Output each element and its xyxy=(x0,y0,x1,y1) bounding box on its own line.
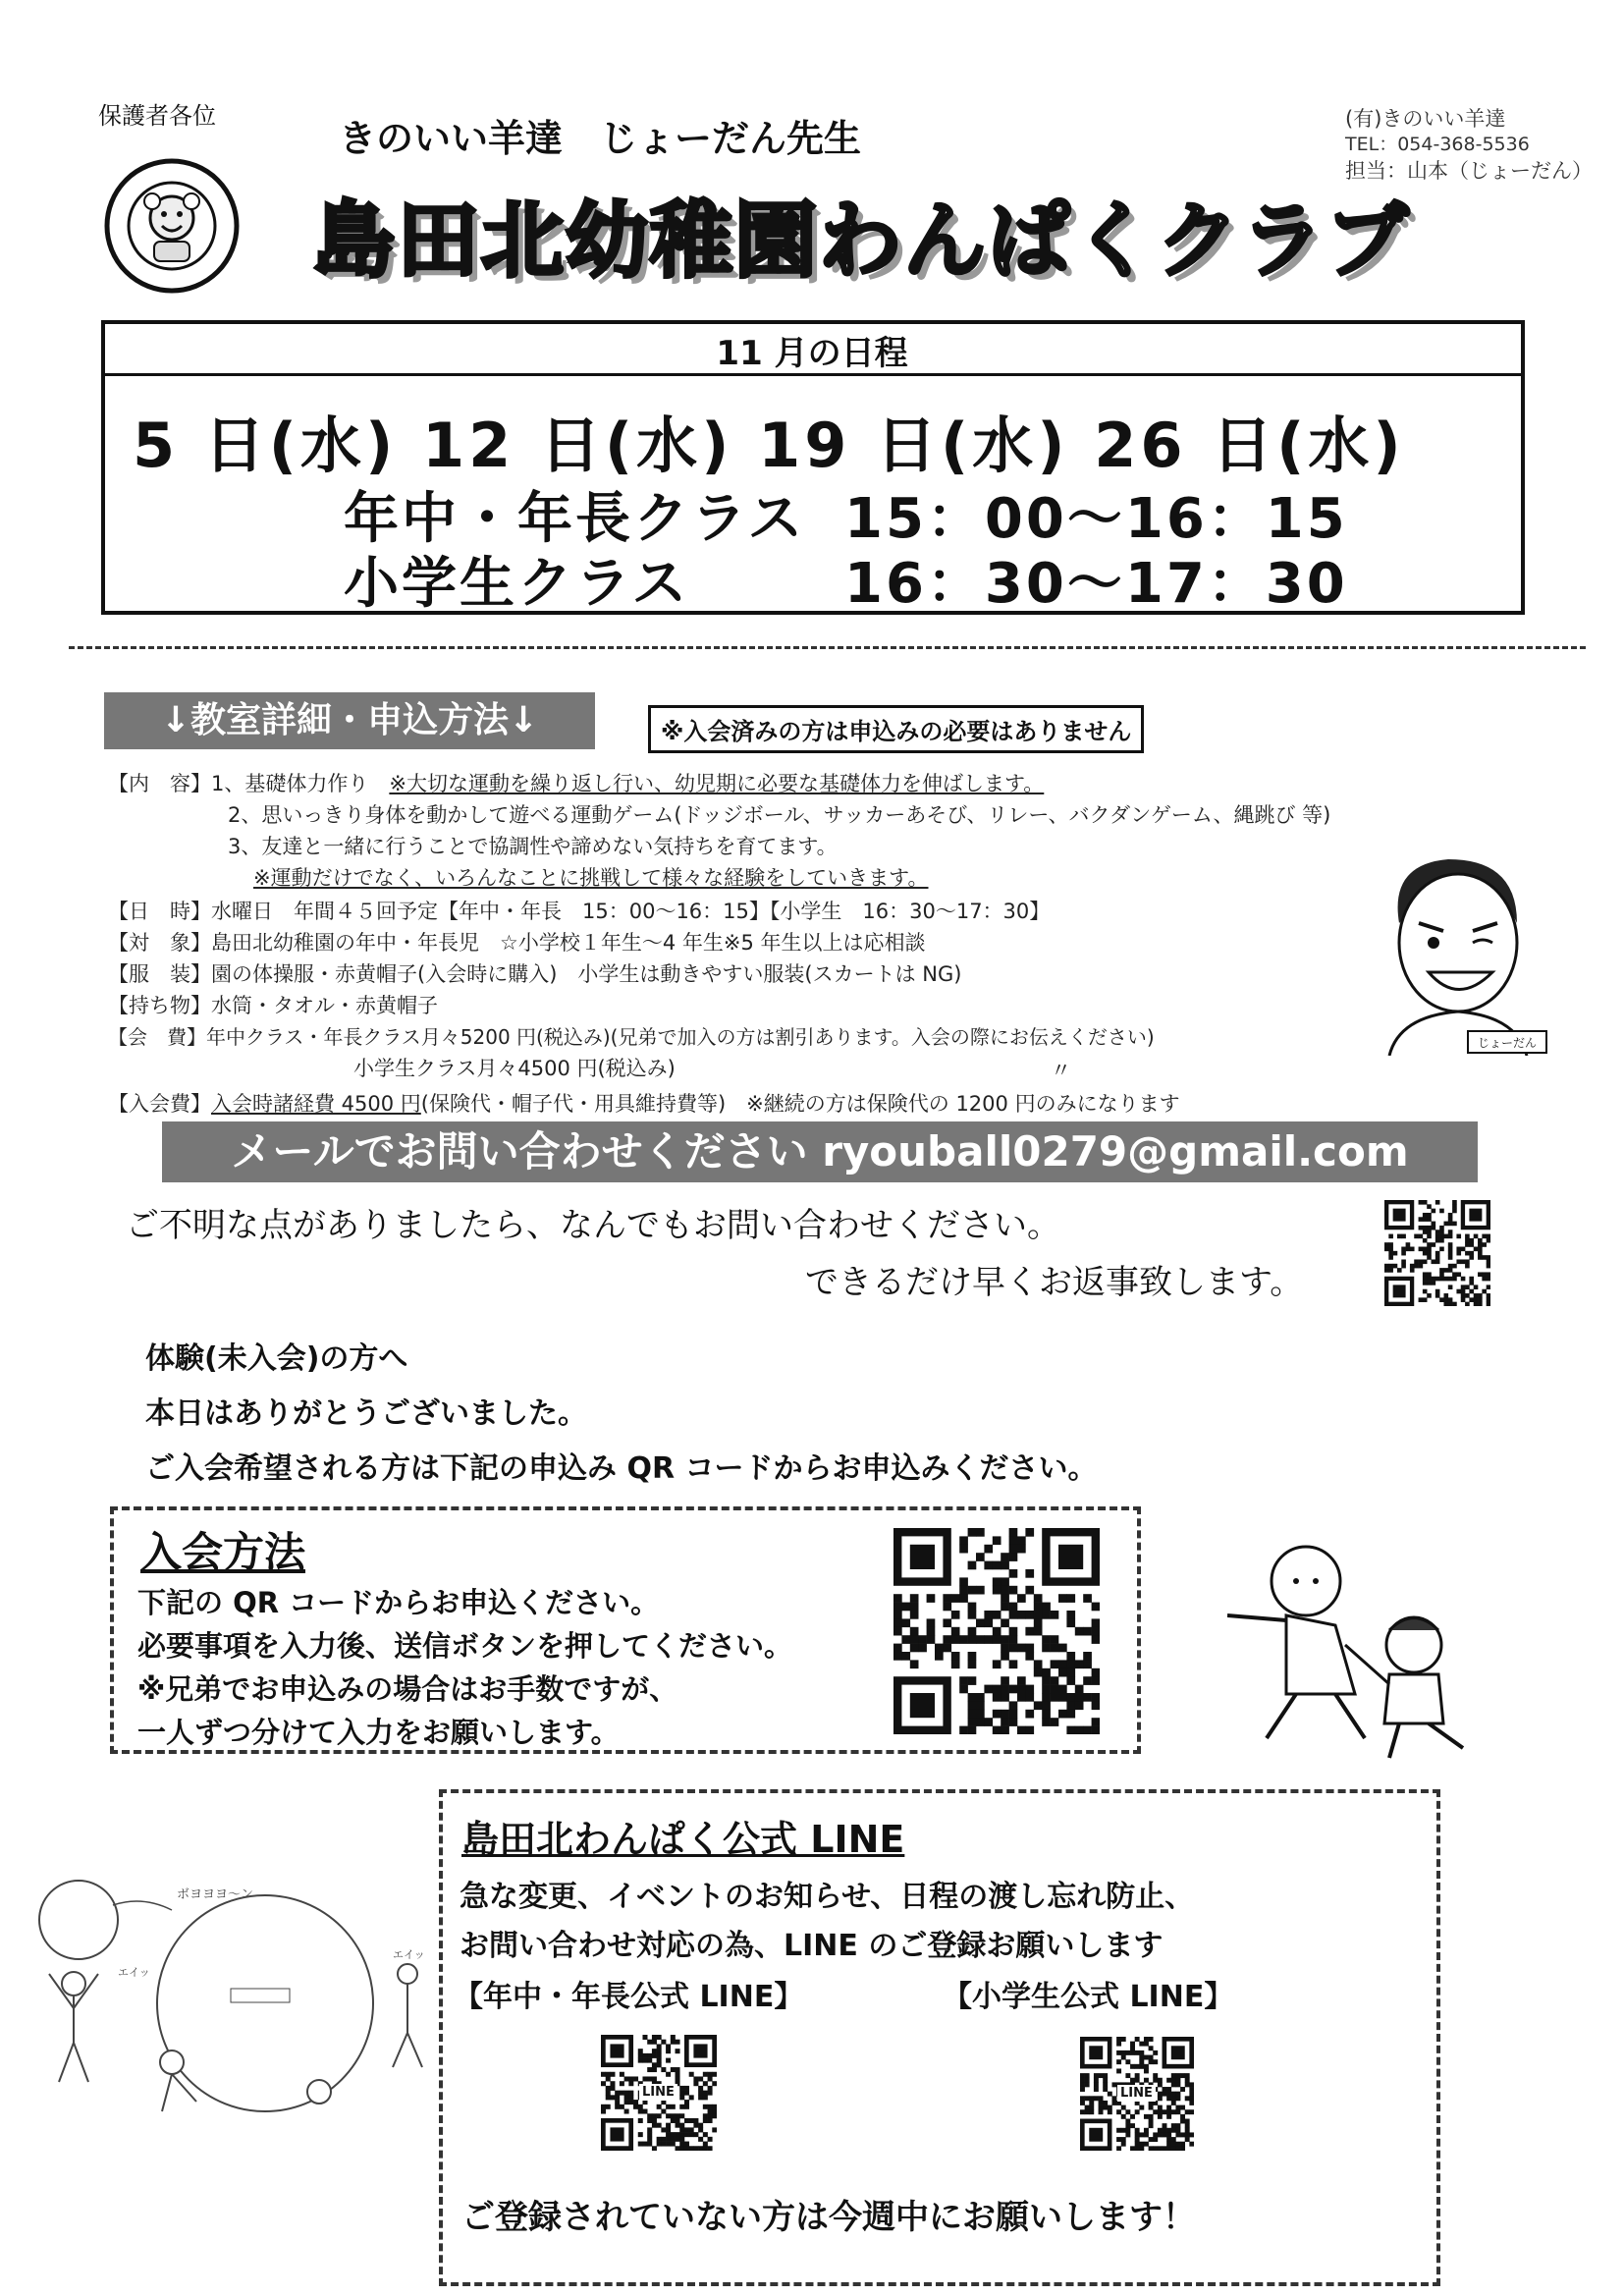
detail-join-fee xyxy=(108,1088,1180,1118)
qr-finder-pattern xyxy=(1393,1209,1406,1222)
qr-finder-pattern xyxy=(910,1693,935,1718)
contact-line-2: できるだけ早くお返事致します。 xyxy=(805,1263,1304,1302)
class1-time: 15：00～16：15 xyxy=(844,487,1348,551)
class1-name: 年中・年長クラス xyxy=(344,487,806,551)
detail-content-2: 2、思いっきり身体を動かして遊べる運動ゲーム(ドッジボール、サッカーあそび、リレー、バクダンゲーム、縄跳び 等) xyxy=(228,803,1331,827)
company-contact-person: 担当：山本（じょーだん） xyxy=(1345,159,1593,183)
contact-line-1: ご不明な点がありましたら、なんでもお問い合わせください。 xyxy=(126,1206,1060,1245)
details-section-title: ↓教室詳細・申込方法↓ xyxy=(104,692,595,749)
logo xyxy=(103,157,241,295)
trial-line-1: 体験(未入会)の方へ xyxy=(145,1341,408,1376)
join-method-title: 入会方法 xyxy=(140,1528,306,1576)
join-line-2: 必要事項を入力後、送信ボタンを押してください。 xyxy=(137,1629,793,1663)
line-label-kinder: 【年中・年長公式 LINE】 xyxy=(454,1980,804,2014)
detail-target: 【対 象】島田北幼稚園の年中・年長児 ☆小学校１年生～4 年生※5 年生以上は応相談 xyxy=(108,931,926,955)
ball-sound-text: ボヨヨヨ～ン xyxy=(177,1887,254,1902)
addressee: 保護者各位 xyxy=(98,102,216,130)
teacher-signature: じょーだん xyxy=(1478,1036,1538,1050)
join-line-1: 下記の QR コードからお申込ください。 xyxy=(137,1586,660,1619)
join-line-4: 一人ずつ分けて入力をお願いします。 xyxy=(137,1716,620,1749)
line-section-line-2: お問い合わせ対応の為、LINE のご登録お願いします xyxy=(460,1929,1164,1963)
qr-finder-pattern xyxy=(693,2044,707,2057)
contact-qr-code[interactable] xyxy=(1384,1200,1490,1306)
trial-line-2: 本日はありがとうございました。 xyxy=(145,1396,587,1431)
qr-pattern xyxy=(1384,1200,1490,1306)
shout-text-1: エイッ xyxy=(118,1966,150,1979)
schedule-dates: 5 日(水) 12 日(水) 19 日(水) 26 日(水) xyxy=(133,410,1405,481)
line-section-title: 島田北わんぱく公式 LINE xyxy=(461,1818,905,1861)
detail-content-3: 3、友達と一緒に行うことで協調性や諦めない気持ちを育てます。 xyxy=(228,835,838,858)
qr-finder-pattern xyxy=(1393,1285,1406,1297)
qr-finder-pattern xyxy=(910,1545,935,1569)
join-fee-amount: 入会時諸経費 4500 円 xyxy=(211,1092,421,1116)
join-line-3: ※兄弟でお申込みの場合はお手数ですが、 xyxy=(137,1672,678,1706)
section-divider xyxy=(69,646,1586,649)
qr-finder-pattern xyxy=(1469,1209,1482,1222)
detail-clothes: 【服 装】園の体操服・赤黄帽子(入会時に購入) 小学生は動きやすい服装(スカートは NG) xyxy=(108,962,962,986)
class2-name: 小学生クラス xyxy=(344,552,690,616)
members-note-box: ※入会済みの方は申込みの必要はありません xyxy=(648,705,1144,753)
detail-fee-2: 小学生クラス月々4500 円(税込み) xyxy=(353,1057,676,1080)
company-tel: TEL：054-368-5536 xyxy=(1345,134,1530,155)
schedule-heading: 11 月の日程 xyxy=(716,334,908,373)
join-qr-code[interactable] xyxy=(893,1528,1100,1734)
detail-items: 【持ち物】水筒・タオル・赤黄帽子 xyxy=(108,994,438,1017)
contact-banner: メールでお問い合わせください ryouball0279@gmail.com xyxy=(162,1121,1478,1182)
content-1-text: 1、基礎体力作り xyxy=(211,772,390,795)
detail-fee-1: 【会 費】年中クラス・年長クラス月々5200 円(税込み)(兄弟で加入の方は割引あります。入会の際にお伝えください) xyxy=(108,1025,1155,1049)
line-label-school: 【小学生公式 LINE】 xyxy=(943,1980,1234,2014)
line-qr-label-kinder: LINE xyxy=(639,2084,677,2101)
join-fee-rest: (保険代・帽子代・用具維持費等) ※継続の方は保険代の 1200 円のみになります xyxy=(420,1092,1180,1116)
teacher-illustration xyxy=(1360,845,1556,1056)
page-title: 島田北幼稚園わんぱくクラブ xyxy=(312,192,1411,289)
trial-line-3: ご入会希望される方は下記の申込み QR コードからお申込みください。 xyxy=(145,1451,1098,1486)
qr-finder-pattern xyxy=(610,2044,623,2057)
detail-fee-2-mark: 〃 xyxy=(1051,1059,1071,1082)
content-1-note: ※大切な運動を繰り返し行い、幼児期に必要な基礎体力を伸ばします。 xyxy=(389,772,1045,795)
qr-pattern xyxy=(893,1528,1100,1734)
content-label: 【内 容】 xyxy=(108,772,211,795)
kids-running-illustration xyxy=(1227,1527,1483,1763)
join-fee-label: 【入会費】 xyxy=(108,1092,211,1116)
subtitle: きのいい羊達 じょーだん先生 xyxy=(339,117,862,160)
qr-finder-pattern xyxy=(1171,2046,1185,2059)
line-section-line-1: 急な変更、イベントのお知らせ、日程の渡し忘れ防止、 xyxy=(460,1880,1195,1914)
line-section-footer: ご登録されていない方は今週中にお願いします！ xyxy=(461,2198,1196,2237)
qr-finder-pattern xyxy=(1089,2046,1103,2059)
detail-content-note: ※運動だけでなく、いろんなことに挑戦して様々な経験をしていきます。 xyxy=(253,866,929,890)
qr-finder-pattern xyxy=(610,2127,623,2141)
class2-time: 16：30～17：30 xyxy=(844,552,1348,616)
detail-datetime: 【日 時】水曜日 年間４５回予定【年中・年長 15：00～16：15】【小学生 16：30～17：30】 xyxy=(108,900,1051,923)
qr-finder-pattern xyxy=(1058,1545,1083,1569)
company-name: (有)きのいい羊達 xyxy=(1345,107,1506,131)
detail-content-1 xyxy=(108,768,1044,797)
qr-finder-pattern xyxy=(1089,2128,1103,2142)
line-qr-label-school: LINE xyxy=(1117,2085,1156,2102)
shout-text-2: エイッ xyxy=(393,1948,425,1961)
ball-game-illustration xyxy=(25,1866,437,2121)
